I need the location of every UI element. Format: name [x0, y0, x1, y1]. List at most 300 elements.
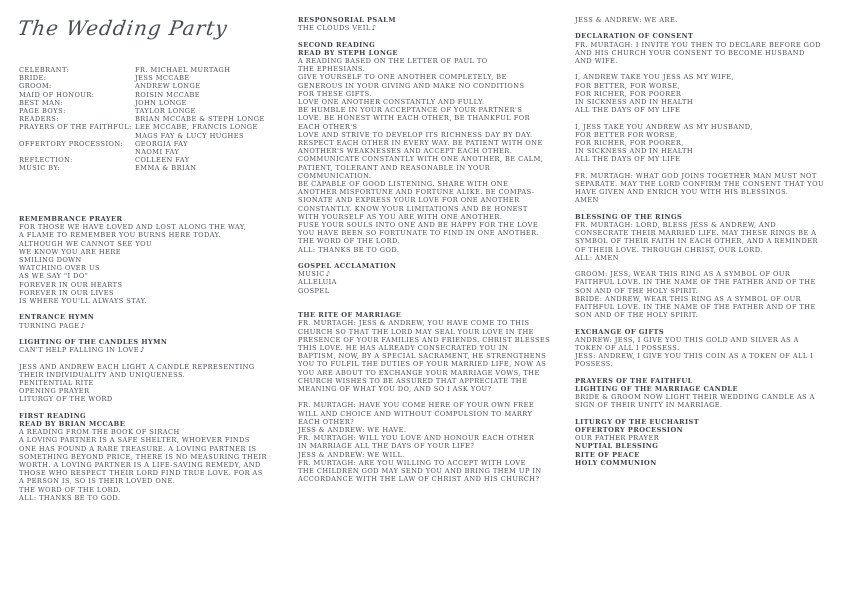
- text-line: [19, 436, 284, 444]
- text-line: [298, 336, 560, 344]
- section-heading: [575, 451, 833, 459]
- line-text: LIGHTING OF THE CANDLES HYMN: [19, 338, 168, 347]
- line-text: ONE HAS FOUND A RARE TREASURE. A LOVING PARTNER IS: [19, 444, 257, 453]
- text-line: [575, 147, 833, 155]
- line-text: IN SICKNESS AND IN HEALTH: [575, 98, 694, 106]
- text-line: [298, 278, 560, 286]
- line-text: A FLAME TO REMEMBER YOU BURNS HERE TODAY.: [19, 231, 222, 240]
- party-row: [19, 74, 284, 82]
- text-line: [575, 16, 833, 24]
- music-note-icon: ♪: [371, 24, 377, 33]
- line-text: I, ANDREW TAKE YOU JESS AS MY WIFE,: [575, 73, 734, 82]
- party-role: MAID OF HONOUR:: [19, 90, 95, 99]
- line-text: FAITHFUL LOVE. IN THE NAME OF THE FATHER AND OF THE: [575, 303, 816, 312]
- line-text: SECOND READING: [298, 40, 376, 49]
- line-text: FR. MURTAGH: WILL YOU LOVE AND HONOUR EACH OTHER: [298, 434, 535, 443]
- line-text: ALL: THANKS BE TO GOD.: [298, 245, 400, 254]
- text-line: [575, 344, 833, 352]
- text-line: [298, 328, 560, 336]
- line-text: ALL THE DAYS OF MY LIFE: [575, 155, 681, 164]
- text-line: [575, 287, 833, 295]
- line-text: THE RITE OF MARRIAGE: [298, 311, 402, 320]
- text-line: [298, 114, 560, 122]
- spacer: [575, 164, 833, 172]
- text-line: [298, 385, 560, 393]
- line-text: OF THEIR LOVE. THROUGH CHRIST, OUR LORD.: [575, 245, 763, 254]
- text-line: [575, 73, 833, 81]
- spacer: [575, 319, 833, 327]
- text-line: [298, 90, 560, 98]
- text-line: [298, 229, 560, 237]
- party-role: CELEBRANT:: [19, 66, 70, 74]
- text-line: [575, 270, 833, 278]
- section-heading: [19, 215, 284, 223]
- party-name: ANDREW LONGE: [135, 82, 201, 91]
- spacer: [19, 354, 284, 362]
- text-line: [575, 98, 833, 106]
- section-heading: [575, 32, 833, 40]
- text-line: [298, 401, 560, 409]
- text-line: [298, 139, 560, 147]
- text-line: [298, 410, 560, 418]
- text-line: [575, 295, 833, 303]
- spacer: [298, 254, 560, 262]
- party-row: [19, 164, 284, 172]
- line-text: WITH YOURSELF AS YOU ARE WITH ONE ANOTHER.: [298, 212, 503, 221]
- line-text: BRIDE: ANDREW, WEAR THIS RING AS A SYMBOL OF OUR: [575, 294, 802, 303]
- text-line: [19, 223, 284, 231]
- line-text: ALLELUIA: [298, 278, 337, 287]
- line-text: FOREVER IN OUR HEARTS: [19, 280, 123, 289]
- line-text: LOVE ONE ANOTHER CONSTANTLY AND FULLY.: [298, 98, 485, 107]
- text-line: [575, 196, 833, 204]
- text-line: [298, 196, 560, 204]
- section-heading: [298, 49, 560, 57]
- party-name: JESS MCCABE: [135, 74, 190, 83]
- spacer: [298, 295, 560, 303]
- text-line: [19, 240, 284, 248]
- text-line: [575, 123, 833, 131]
- line-text: JESS: ANDREW, I GIVE YOU THIS COIN AS A TOKEN OF ALL I: [575, 352, 814, 361]
- line-text: EXCHANGE OF GIFTS: [575, 327, 665, 336]
- spacer: [575, 262, 833, 270]
- section-heading: [575, 385, 833, 393]
- text-line: [298, 131, 560, 139]
- text-line: [298, 434, 560, 442]
- line-text: FR. MURTAGH: WHAT GOD JOINS TOGETHER MAN MUST NOT: [575, 171, 817, 180]
- text-line: [19, 346, 284, 354]
- line-text: HOLY COMMUNION: [575, 458, 657, 467]
- spacer: [575, 114, 833, 122]
- party-role: REFLECTION:: [19, 156, 73, 165]
- text-line: [298, 65, 560, 73]
- text-line: [298, 467, 560, 475]
- section-heading: [575, 442, 833, 450]
- page-title: The Wedding Party: [16, 16, 230, 40]
- party-row: [19, 132, 284, 140]
- text-line: [19, 445, 284, 453]
- line-text: PATIENT, TOLERANT AND REASONABLE IN YOUR: [298, 163, 491, 172]
- line-text: GOSPEL: [298, 286, 330, 295]
- line-text: WE KNOW YOU ARE HERE: [19, 247, 122, 256]
- line-text: ALTHOUGH WE CANNOT SEE YOU: [19, 239, 153, 248]
- line-text: GROOM: JESS, WEAR THIS RING AS A SYMBOL OF OUR: [575, 270, 791, 279]
- party-row: [19, 99, 284, 107]
- text-line: [298, 442, 560, 450]
- line-text: FUSE YOUR SOULS INTO ONE AND BE HAPPY FOR THE LOVE: [298, 221, 539, 230]
- line-text: SIONATE AND EXPRESS YOUR LOVE FOR ONE ANOTHER: [298, 196, 520, 205]
- line-text: OPENING PRAYER: [19, 387, 90, 396]
- line-text: IS WHERE YOU'LL ALWAYS STAY.: [19, 297, 148, 306]
- text-line: [575, 90, 833, 98]
- line-text: THE CHILDREN GOD MAY SEND YOU AND BRING THEM UP IN: [298, 467, 542, 476]
- line-text: FOR THESE GIFTS.: [298, 89, 372, 98]
- text-line: [298, 82, 560, 90]
- line-text: FR. MURTAGH: I INVITE YOU THEN TO DECLARE BEFORE GOD: [575, 40, 821, 49]
- text-line: [575, 246, 833, 254]
- line-text: THEIR INDIVIDUALITY AND UNIQUENESS.: [19, 370, 186, 379]
- party-name: FR. MICHAEL MURTAGH: [135, 66, 231, 74]
- party-row: [19, 66, 284, 74]
- text-line: [298, 426, 560, 434]
- text-line: [298, 123, 560, 131]
- line-text: ANOTHER'S WEAKNESSES AND ACCEPT EACH OTHER.: [298, 147, 513, 156]
- text-line: [298, 147, 560, 155]
- party-role: GROOM:: [19, 82, 52, 91]
- line-text: FOR BETTER FOR WORSE,: [575, 130, 678, 139]
- line-text: WORTH. A LOVING PARTNER IS A LIFE-SAVING REMEDY, AND: [19, 461, 261, 470]
- spacer: [575, 410, 833, 418]
- party-name: GEORGIA FAY: [135, 139, 188, 148]
- music-note-icon: ♪: [325, 270, 331, 279]
- line-text: LOVE. BE HONEST WITH EACH OTHER, BE THANKFUL FOR: [298, 114, 531, 123]
- line-text: FOR RICHER, FOR POORER: [575, 89, 682, 98]
- line-text: GOSPEL ACCLAMATION: [298, 262, 397, 271]
- section-heading: [298, 262, 560, 270]
- party-row: [19, 91, 284, 99]
- text-line: [575, 106, 833, 114]
- spacer: [19, 404, 284, 412]
- party-role: BRIDE:: [19, 74, 47, 83]
- line-text: IN MARRIAGE ALL THE DAYS OF YOUR LIFE?: [298, 442, 475, 451]
- spacer: [19, 305, 284, 313]
- text-line: [298, 352, 560, 360]
- text-line: [19, 395, 284, 403]
- text-line: [298, 418, 560, 426]
- text-line: [298, 188, 560, 196]
- line-text: WILL AND CHOICE AND WITHOUT COMPULSION TO MARRY: [298, 409, 533, 418]
- line-text: THE EPHESIANS.: [298, 65, 366, 74]
- text-line: [575, 360, 833, 368]
- line-text: THOSE WHO RESPECT THEIR LORD FIND TRUE LOVE. FOR AS: [19, 469, 263, 478]
- line-text: THE CLOUDS VEIL: [298, 24, 371, 33]
- line-text: ENTRANCE HYMN: [19, 313, 95, 322]
- party-role: READERS:: [19, 115, 59, 124]
- text-line: [19, 461, 284, 469]
- line-text: READ BY BRIAN MCCABE: [19, 420, 126, 429]
- section-heading: [298, 16, 560, 24]
- spacer: [298, 32, 560, 40]
- party-name: EMMA & BRIAN: [135, 164, 197, 173]
- line-text: OFFERTORY PROCESSION: [575, 426, 684, 435]
- text-line: [298, 106, 560, 114]
- text-line: [19, 322, 284, 330]
- text-line: [19, 453, 284, 461]
- text-line: [575, 221, 833, 229]
- text-line: [298, 287, 560, 295]
- line-text: SOMETHING BEYOND PRICE, THERE IS NO MEASURING THEIR: [19, 452, 267, 461]
- text-line: [298, 98, 560, 106]
- spacer: [298, 303, 560, 311]
- line-text: DECLARATION OF CONSENT: [575, 32, 694, 41]
- line-text: FR. MURTAGH: HAVE YOU COME HERE OF YOUR OWN FREE: [298, 401, 535, 410]
- line-text: AND HIS CHURCH YOUR CONSENT TO BECOME HUSBAND: [575, 48, 805, 57]
- party-role: [19, 148, 135, 156]
- line-text: LOVE AND STRIVE TO DEVELOP ITS RICHNESS DAY BY DAY.: [298, 130, 533, 139]
- line-text: GENEROUS IN YOUR GIVING AND MAKE NO CONDITIONS: [298, 81, 525, 90]
- spacer: [575, 369, 833, 377]
- line-text: ACCORDANCE WITH THE LAW OF CHRIST AND HIS CHURCH?: [298, 475, 540, 484]
- line-text: FIRST READING: [19, 411, 87, 420]
- text-line: [298, 57, 560, 65]
- line-text: PRESENCE OF YOUR FAMILIES AND FRIENDS. CHRIST BLESSES: [298, 335, 551, 344]
- party-role: PAGE BOYS:: [19, 107, 66, 116]
- line-text: CONSECRATE THEIR MARRIED LIFE. MAY THESE RINGS BE A: [575, 229, 817, 238]
- line-text: FR. MURTAGH: JESS & ANDREW, YOU HAVE COME TO THIS: [298, 319, 530, 328]
- line-text: RITE OF PEACE: [575, 450, 640, 459]
- line-text: READ BY STEPH LONGE: [298, 48, 398, 57]
- line-text: SMILING DOWN: [19, 256, 82, 265]
- section-heading: [575, 328, 833, 336]
- line-text: A LOVING PARTNER IS A SAFE SHELTER, WHOEVER FINDS: [19, 436, 250, 445]
- party-role: PRAYERS OF THE FAITHFUL:: [19, 123, 132, 132]
- text-line: [19, 256, 284, 264]
- line-text: SYMBOL OF THEIR FAITH IN EACH OTHER, AND A REMINDER: [575, 237, 818, 246]
- text-line: [575, 393, 833, 401]
- text-line: [575, 49, 833, 57]
- line-text: ANOTHER MISFORTUNE AND FORTUNE ALIKE. BE COMPAS-: [298, 188, 535, 197]
- party-row: [19, 123, 284, 131]
- text-line: [19, 371, 284, 379]
- line-text: A READING BASED ON THE LETTER OF PAUL TO: [298, 57, 488, 65]
- line-text: RESPECT EACH OTHER IN EVERY WAY. BE PATIENT WITH ONE: [298, 139, 543, 148]
- text-line: [19, 289, 284, 297]
- party-name: LEE MCCABE, FRANCIS LONGE: [135, 123, 258, 132]
- line-text: ANDREW: JESS, I GIVE YOU THIS GOLD AND SILVER AS A: [575, 335, 799, 344]
- text-line: [19, 264, 284, 272]
- text-line: [298, 475, 560, 483]
- section-heading: [575, 459, 833, 467]
- text-line: [298, 459, 560, 467]
- line-text: BAPTISM, NOW, BY A SPECIAL SACRAMENT, HE STRENGTHENS: [298, 352, 547, 361]
- line-text: BLESSING OF THE RINGS: [575, 212, 683, 221]
- text-line: [298, 213, 560, 221]
- text-line: [298, 164, 560, 172]
- text-line: [298, 377, 560, 385]
- line-text: A READING FROM THE BOOK OF SIRACH: [19, 428, 180, 437]
- line-text: JESS AND ANDREW EACH LIGHT A CANDLE REPRESENTING: [19, 362, 255, 371]
- column-left: [19, 215, 284, 502]
- line-text: WATCHING OVER US: [19, 264, 100, 273]
- text-line: [298, 24, 560, 32]
- section-heading: [19, 420, 284, 428]
- line-text: NUPTIAL BLESSING: [575, 442, 659, 451]
- text-line: [298, 237, 560, 245]
- party-role: OFFERTORY PROCESSION:: [19, 139, 124, 148]
- line-text: THE WORD OF THE LORD.: [19, 485, 122, 494]
- line-text: A PERSON IS, SO IS THEIR LOVED ONE.: [19, 477, 176, 486]
- line-text: LITURGY OF THE WORD: [19, 395, 113, 404]
- text-line: [575, 180, 833, 188]
- wedding-party-list: [19, 66, 284, 173]
- column-right: [575, 16, 833, 467]
- text-line: [575, 131, 833, 139]
- line-text: JESS & ANDREW: WE WILL.: [298, 450, 405, 459]
- line-text: SEPARATE. MAY THE LORD CONFIRM THE CONSENT THAT YOU: [575, 180, 824, 188]
- line-text: COMMUNICATION.: [298, 171, 372, 180]
- text-line: [575, 303, 833, 311]
- text-line: [575, 172, 833, 180]
- line-text: CHURCH SO THAT THE LORD MAY SEAL YOUR LOVE IN THE: [298, 327, 534, 336]
- line-text: JESS & ANDREW: WE HAVE.: [298, 426, 407, 435]
- line-text: AND WIFE.: [575, 57, 618, 65]
- line-text: MUSIC: [298, 270, 325, 279]
- text-line: [19, 297, 284, 305]
- line-text: MEANING OF WHAT YOU DO, AND SO I ASK YOU?: [298, 385, 492, 394]
- party-name: ROISIN MCCABE: [135, 90, 201, 99]
- line-text: BRIDE & GROOM NOW LIGHT THEIR WEDDING CANDLE AS A: [575, 393, 815, 402]
- party-name: BRIAN MCCABE & STEPH LONGE: [135, 115, 265, 124]
- line-text: CONSTANTLY. KNOW YOUR LIMITATIONS AND BE HONEST: [298, 204, 528, 213]
- line-text: POSSESS.: [575, 360, 613, 369]
- line-text: FOR THOSE WE HAVE LOVED AND LOST ALONG THE WAY,: [19, 223, 247, 232]
- text-line: [19, 469, 284, 477]
- text-line: [298, 246, 560, 254]
- line-text: PENITENTIAL RITE: [19, 379, 94, 388]
- line-text: FOREVER IN OUR LIVES: [19, 288, 114, 297]
- text-line: [19, 494, 284, 502]
- text-line: [19, 486, 284, 494]
- section-heading: [575, 426, 833, 434]
- text-line: [19, 272, 284, 280]
- line-text: FOR RICHER, FOR POORER,: [575, 139, 684, 147]
- party-row: [19, 115, 284, 123]
- line-text: CHURCH WISHES TO BE ASSURED THAT APPRECIATE THE: [298, 376, 528, 385]
- section-heading: [575, 377, 833, 385]
- column-middle: [298, 16, 560, 484]
- line-text: AS WE SAY "I DO": [19, 272, 89, 281]
- line-text: TURNING PAGE: [19, 321, 80, 330]
- party-row: [19, 148, 284, 156]
- text-line: [19, 248, 284, 256]
- text-line: [575, 311, 833, 319]
- text-line: [19, 387, 284, 395]
- text-line: [19, 281, 284, 289]
- text-line: [575, 278, 833, 286]
- text-line: [575, 401, 833, 409]
- line-text: AMEN: [575, 196, 599, 205]
- party-role: BEST MAN:: [19, 98, 63, 107]
- line-text: SON AND OF THE HOLY SPIRIT.: [575, 311, 699, 320]
- text-line: [298, 451, 560, 459]
- party-name: MAGS FAY & LUCY HUGHES: [135, 131, 244, 140]
- text-line: [298, 270, 560, 278]
- text-line: [575, 57, 833, 65]
- line-text: CAN'T HELP FALLING IN LOVE: [19, 346, 140, 355]
- section-heading: [298, 41, 560, 49]
- text-line: [575, 139, 833, 147]
- line-text: ALL THE DAYS OF MY LIFE: [575, 106, 681, 115]
- party-row: [19, 156, 284, 164]
- line-text: ALL: THANKS BE TO GOD.: [19, 493, 121, 502]
- line-text: I, JESS TAKE YOU ANDREW AS MY HUSBAND,: [575, 122, 753, 131]
- spacer: [575, 205, 833, 213]
- text-line: [298, 180, 560, 188]
- line-text: BE CAPABLE OF GOOD LISTENING. SHARE WITH ONE: [298, 180, 509, 189]
- party-row: [19, 82, 284, 90]
- line-text: COMMUNICATE CONSTANTLY WITH ONE ANOTHER, BE CALM,: [298, 155, 544, 164]
- party-name: COLLEEN FAY: [135, 156, 190, 165]
- line-text: GIVE YOURSELF TO ONE ANOTHER COMPLETELY, BE: [298, 73, 507, 82]
- text-line: [19, 363, 284, 371]
- party-role: MUSIC BY:: [19, 164, 61, 173]
- party-row: [19, 140, 284, 148]
- line-text: THIS LOVE. HE HAS ALREADY CONSECRATED YOU IN: [298, 344, 509, 353]
- text-line: [298, 360, 560, 368]
- music-note-icon: ♪: [140, 346, 145, 355]
- line-text: OUR FATHER PRAYER: [575, 434, 660, 443]
- line-text: YOU HAVE BEEN SO FORTUNATE TO FIND IN ONE ANOTHER.: [298, 229, 540, 238]
- text-line: [298, 73, 560, 81]
- section-heading: [575, 213, 833, 221]
- text-line: [298, 319, 560, 327]
- line-text: YOU TO FULFIL THE DUTIES OF YOUR MARRIED LIFE, NOW AS: [298, 360, 547, 369]
- text-line: [298, 155, 560, 163]
- line-text: SIGN OF THEIR UNITY IN MARRIAGE.: [575, 401, 723, 410]
- line-text: ALL: AMEN: [575, 253, 619, 262]
- text-line: [19, 477, 284, 485]
- text-line: [575, 155, 833, 163]
- line-text: FOR BETTER, FOR WORSE,: [575, 81, 681, 90]
- line-text: EACH OTHER'S: [298, 122, 358, 131]
- text-line: [575, 82, 833, 90]
- text-line: [298, 221, 560, 229]
- spacer: [298, 393, 560, 401]
- line-text: FAITHFUL LOVE. IN THE NAME OF THE FATHER AND OF THE: [575, 278, 816, 287]
- line-text: IN SICKNESS AND IN HEALTH: [575, 147, 694, 156]
- line-text: EACH OTHER?: [298, 417, 355, 426]
- music-note-icon: ♪: [80, 321, 85, 330]
- text-line: [298, 369, 560, 377]
- party-role: [19, 132, 135, 140]
- line-text: REMEMBRANCE PRAYER: [19, 215, 123, 223]
- line-text: BE HUMBLE IN YOUR ACCEPTANCE OF YOUR PARTNER'S: [298, 106, 523, 115]
- text-line: [298, 344, 560, 352]
- line-text: LIGHTING OF THE MARRIAGE CANDLE: [575, 385, 738, 394]
- text-line: [575, 254, 833, 262]
- line-text: FR. MURTAGH: LORD, BLESS JESS & ANDREW, AND: [575, 221, 777, 229]
- party-name: NAOMI FAY: [135, 148, 180, 157]
- line-text: LITURGY OF THE EUCHARIST: [575, 417, 700, 426]
- line-text: TOKEN OF ALL I POSSESS.: [575, 344, 680, 353]
- text-line: [19, 379, 284, 387]
- line-text: SON AND OF THE HOLY SPIRIT.: [575, 286, 699, 295]
- text-line: [575, 434, 833, 442]
- party-row: [19, 107, 284, 115]
- text-line: [298, 172, 560, 180]
- line-text: JESS & ANDREW: WE ARE.: [575, 16, 678, 24]
- line-text: YOU ARE ABOUT TO EXCHANGE YOUR MARRIAGE VOWS, THE: [298, 368, 540, 377]
